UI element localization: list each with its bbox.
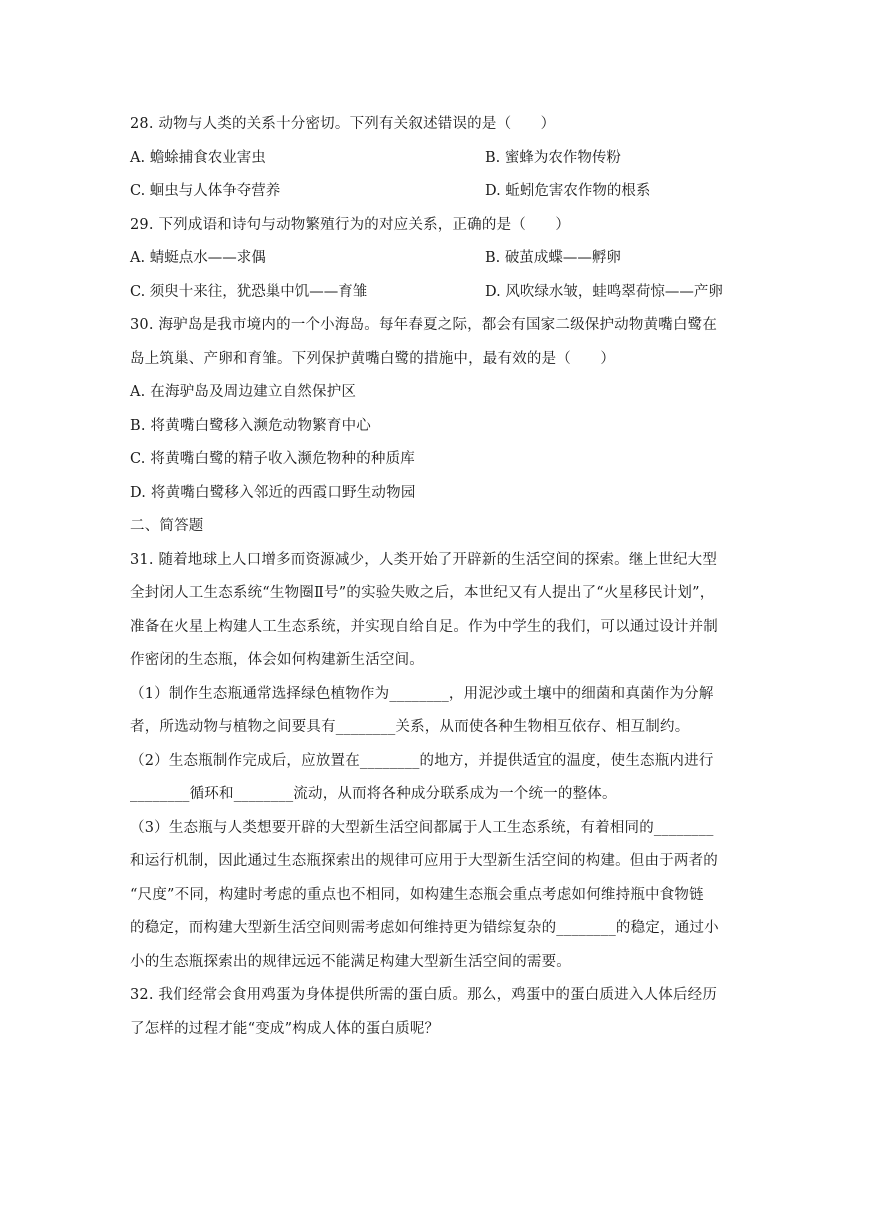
q31-part3-line5: 小的生态瓶探索出的规律远远不能满足构建大型新生活空间的需要。: [130, 953, 571, 970]
q31-part3-line1: （3）生态瓶与人类想要开辟的大型新生活空间都属于人工生态系统，有着相同的________: [130, 819, 714, 836]
q30-stem-line1: 30. 海驴岛是我市境内的一个小海岛。每年春夏之际，都会有国家二级保护动物黄嘴白鹭在: [130, 317, 718, 333]
q29-option-d: D. 风吹绿水皱，蛙鸣翠荷惊——产卵: [485, 283, 723, 300]
section-title: 二、简答题: [130, 518, 204, 534]
q31-stem-line3: 准备在火星上构建人工生态系统，并实现自给自足。作为中学生的我们，可以通过设计并制: [130, 618, 718, 635]
q28-option-d: D. 蚯蚓危害农作物的根系: [485, 183, 651, 199]
q32-stem-line2: 了怎样的过程才能“变成”构成人体的蛋白质呢？: [130, 1020, 440, 1037]
q31-stem-line4: 作密闭的生态瓶，体会如何构建新生活空间。: [130, 652, 424, 668]
q31-stem-line2: 全封闭人工生态系统“生物圈Ⅱ号”的实验失败之后，本世纪又有人提出了“火星移民计划”，: [130, 585, 715, 601]
q30-option-c: C. 将黄嘴白鹭的精子收入濒危物种的种质库: [130, 451, 415, 467]
q31-part3-line2: 和运行机制，因此通过生态瓶探索出的规律可应用于大型新生活空间的构建。但由于两者的: [130, 853, 718, 869]
q28-option-c: C. 蛔虫与人体争夺营养: [130, 183, 281, 199]
q31-part3-line3: “尺度”不同，构建时考虑的重点也不相同，如构建生态瓶会重点考虑如何维持瓶中食物链: [130, 886, 704, 903]
q30-stem-line2: 岛上筑巢、产卵和育雏。下列保护黄嘴白鹭的措施中，最有效的是（ ）: [130, 350, 616, 367]
q30-option-b: B. 将黄嘴白鹭移入濒危动物繁育中心: [130, 417, 371, 434]
q29-options-row2: [130, 276, 742, 310]
q31-part2-line2: ________循环和________流动，从而将各种成分联系成为一个统一的整体。: [130, 786, 617, 802]
q29-stem: 29. 下列成语和诗句与动物繁殖行为的对应关系，正确的是（ ）: [130, 216, 571, 233]
q31-part1-line2: 者，所选动物与植物之间要具有________关系，从而使各种生物相互依存、相互制约。: [130, 719, 690, 735]
q28-stem: 28. 动物与人类的关系十分密切。下列有关叙述错误的是（ ）: [130, 116, 556, 132]
q28-option-b: B. 蜜蜂为农作物传粉: [485, 149, 621, 166]
q29-option-c: C. 须臾十来往，犹恐巢中饥——育雏: [130, 283, 368, 300]
q29-option-a: A. 蜻蜓点水——求偶: [130, 250, 266, 266]
q29-options-row1: [130, 242, 742, 276]
q28-options-row1: [130, 142, 742, 176]
q31-part2-line1: （2）生态瓶制作完成后，应放置在________的地方，并提供适宜的温度，使生态瓶内进行: [130, 752, 714, 769]
q30-option-a: A. 在海驴岛及周边建立自然保护区: [130, 384, 357, 400]
q32-stem-line1: 32. 我们经常会食用鸡蛋为身体提供所需的蛋白质。那么，鸡蛋中的蛋白质进入人体后经历: [130, 987, 718, 1003]
exam-page: [130, 108, 742, 1046]
q31-stem-line1: 31. 随着地球上人口增多而资源减少，人类开始了开辟新的生活空间的探索。继上世纪大型: [130, 551, 718, 568]
q30-option-d: D. 将黄嘴白鹭移入邻近的西霞口野生动物园: [130, 484, 416, 501]
q31-part1-line1: （1）制作生态瓶通常选择绿色植物作为________，用泥沙或土壤中的细菌和真菌作为分解: [130, 685, 714, 702]
q31-part3-line4: 的稳定，而构建大型新生活空间则需考虑如何维持更为错综复杂的________的稳定，通过小: [130, 920, 719, 936]
q28-option-a: A. 蟾蜍捕食农业害虫: [130, 149, 266, 166]
q28-options-row2: [130, 175, 742, 209]
q29-option-b: B. 破茧成蝶——孵卵: [485, 250, 621, 266]
